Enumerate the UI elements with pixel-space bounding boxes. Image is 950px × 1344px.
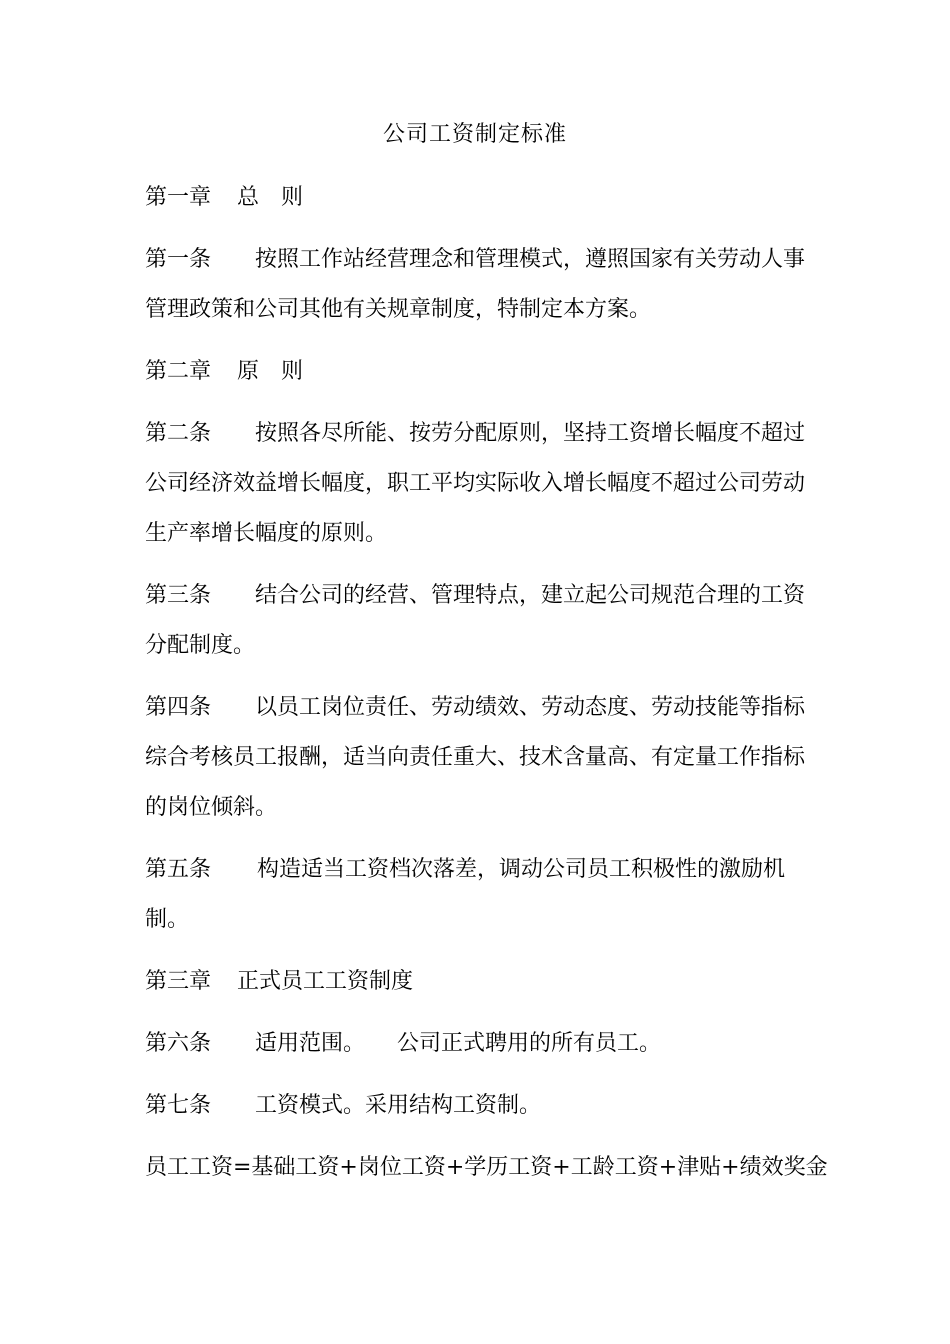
chapter-3-label: 第三章 (145, 969, 212, 994)
article-2-text-1: 按照各尽所能、按劳分配原则，坚持工资增长幅度不超过 (255, 421, 806, 446)
article-2-line-3: 生产率增长幅度的原则。 (145, 521, 388, 546)
article-3-line-2: 分配制度。 (145, 633, 256, 658)
article-1-label: 第一条 (145, 247, 212, 272)
article-2-label: 第二条 (145, 421, 212, 446)
article-7-line-1 (145, 1089, 810, 1123)
article-4-line-3: 的岗位倾斜。 (145, 795, 278, 820)
article-1-text-1: 按照工作站经营理念和管理模式，遵照国家有关劳动人事 (255, 247, 806, 272)
article-5-label: 第五条 (145, 857, 212, 882)
chapter-2-heading (145, 355, 810, 389)
article-6-text-b: 公司正式聘用的所有员工。 (397, 1031, 662, 1056)
salary-formula: 员工工资=基础工资+岗位工资+学历工资+工龄工资+津贴+绩效奖金 (145, 1155, 828, 1180)
chapter-1-title-b: 则 (281, 185, 304, 210)
article-5-text-1: 构造适当工资档次落差，调动公司员工积极性的激励机 (257, 857, 786, 882)
chapter-1-heading (145, 181, 810, 215)
article-4-line-1 (145, 691, 810, 725)
article-5-line-2: 制。 (145, 907, 190, 932)
document-title: 公司工资制定标准 (382, 122, 567, 147)
article-6-line-1 (145, 1027, 810, 1061)
article-2-line-2: 公司经济效益增长幅度，职工平均实际收入增长幅度不超过公司劳动 (145, 471, 806, 496)
article-7-label: 第七条 (145, 1093, 212, 1118)
article-6-label: 第六条 (145, 1031, 212, 1056)
article-6-text-a: 适用范围。 (255, 1031, 366, 1056)
article-1-line-2: 管理政策和公司其他有关规章制度，特制定本方案。 (145, 297, 652, 322)
article-3-label: 第三条 (145, 583, 212, 608)
article-4-line-2: 综合考核员工报酬，适当向责任重大、技术含量高、有定量工作指标 (145, 745, 806, 770)
article-3-line-1 (145, 579, 810, 613)
chapter-1-label: 第一章 (145, 185, 212, 210)
chapter-1-title-a: 总 (237, 185, 260, 210)
chapter-2-title-a: 原 (237, 359, 260, 384)
article-3-text-1: 结合公司的经营、管理特点，建立起公司规范合理的工资 (255, 583, 806, 608)
article-2-line-1 (145, 417, 810, 451)
chapter-3-heading (145, 965, 810, 999)
article-4-label: 第四条 (145, 695, 212, 720)
article-1-line-1 (145, 243, 810, 277)
article-5-line-1 (145, 853, 810, 887)
chapter-3-title: 正式员工工资制度 (237, 969, 414, 994)
chapter-2-title-b: 则 (281, 359, 304, 384)
article-4-text-1: 以员工岗位责任、劳动绩效、劳动态度、劳动技能等指标 (255, 695, 806, 720)
chapter-2-label: 第二章 (145, 359, 212, 384)
article-7-text: 工资模式。采用结构工资制。 (255, 1093, 542, 1118)
